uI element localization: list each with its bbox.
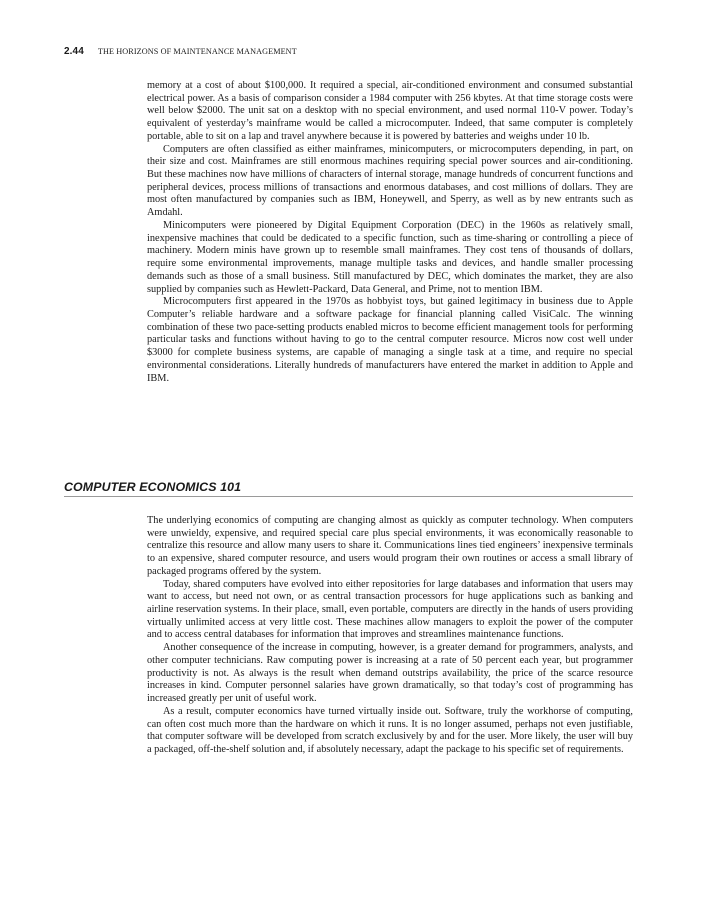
paragraph: Computers are often classified as either mainframes, minicomputers, or microcomputers depending, in part, on their size and cost. Mainframes are still enormous machines requiring special power sources and air-conditioning. But these machines now have millions of characters of internal storage, manage hundreds of concurrent functions and peripheral devices, process millions of transactions and enormous databases, and cost millions of dollars. They are most often manufactured by companies such as IBM, Honeywell, and Sperry, as well as by new entrants such as Amdahl.	[147, 143, 633, 219]
paragraph: memory at a cost of about $100,000. It required a special, air-conditioned environment and consumed substantial electrical power. As a basis of comparison consider a 1984 computer with 256 kbytes. At that time storage costs were well below $2000. The unit sat on a desktop with no special environment, and used normal 110-V power. Today’s equivalent of yesterday’s mainframe would be called a microcomputer. Indeed, that same computer is completely portable, able to sit on a lap and travel anywhere because it is powered by batteries and weighs under 10 lb.	[147, 80, 633, 142]
paragraph: Today, shared computers have evolved into either repositories for large databases and information that users may want to access, but need not own, or as central transaction processors for huge applications such as banking and airline reservation systems. In their place, small, even portable, computers are directly in the hands of users providing virtually unlimited access at very little cost. These machines allow managers to exploit the power of the computer and to access central databases for information that improves and streamlines maintenance functions.	[147, 578, 633, 641]
running-header	[64, 46, 297, 62]
running-title: THE HORIZONS OF MAINTENANCE MANAGEMENT	[97, 47, 297, 56]
paragraph: Minicomputers were pioneered by Digital Equipment Corporation (DEC) in the 1960s as relatively small, inexpensive machines that could be dedicated to a specific function, such as time-sharing or controlling a piece of machinery. Modern minis have grown up to resemble small mainframes. They cost tens of thousands of dollars, require some environmental improvements, manage multiple tasks and devices, and handle smaller processing demands such as those of a small business. Still manufactured by DEC, which dominates the market, they are also supplied by companies such as Hewlett-Packard, Data General, and Prime, not to mention IBM.	[147, 219, 633, 295]
paragraph: Microcomputers first appeared in the 1970s as hobbyist toys, but gained legitimacy in business due to Apple Computer’s reliable hardware and a software package for financial planning called VisiCalc. The winning combination of these two pace-setting products enabled micros to become efficient management tools for performing particular tasks and functions without having to go to the central computer resource. Micros now cost well under $3000 for complete business systems, are capable of managing a single task at a time, and require no special environmental considerations. Literally hundreds of manufacturers have entered the market in addition to Apple and IBM.	[147, 296, 633, 384]
page-number: 2.44	[64, 46, 84, 57]
paragraph: The underlying economics of computing are changing almost as quickly as computer technology. When computers were unwieldy, expensive, and required special care plus special environments, it was economically reasonable to centralize this resource and allow many users to share it. Communications lines tied engineers’ inexpensive terminals to an expensive, shared computer resource, and users would program their own routines or access a small library of packaged programs offered by the system.	[147, 515, 633, 577]
section-text-block	[147, 515, 633, 757]
paragraph: Another consequence of the increase in computing, however, is a greater demand for programmers, analysts, and other computer technicians. Raw computing power is increasing at a rate of 50 percent each year, but programmer productivity is not. As always is the result when demand outstrips availability, the price of the scarce resource increases in kind. Computer personnel salaries have grown dramatically, so that today’s cost of programming has increased greatly per unit of useful work.	[147, 642, 633, 705]
section-heading	[64, 480, 633, 497]
paragraph: As a result, computer economics have turned virtually inside out. Software, truly the workhorse of computing, can often cost much more than the hardware on which it runs. It is no longer assumed, perhaps not even justifiable, that computer software will be developed from scratch exclusively by and for the user. More likely, the user will buy a packaged, off-the-shelf solution and, if absolutely necessary, adapt the package to his specific set of requirements.	[147, 705, 633, 755]
intro-text-block	[147, 80, 633, 385]
section-title: COMPUTER ECONOMICS 101	[64, 480, 242, 494]
